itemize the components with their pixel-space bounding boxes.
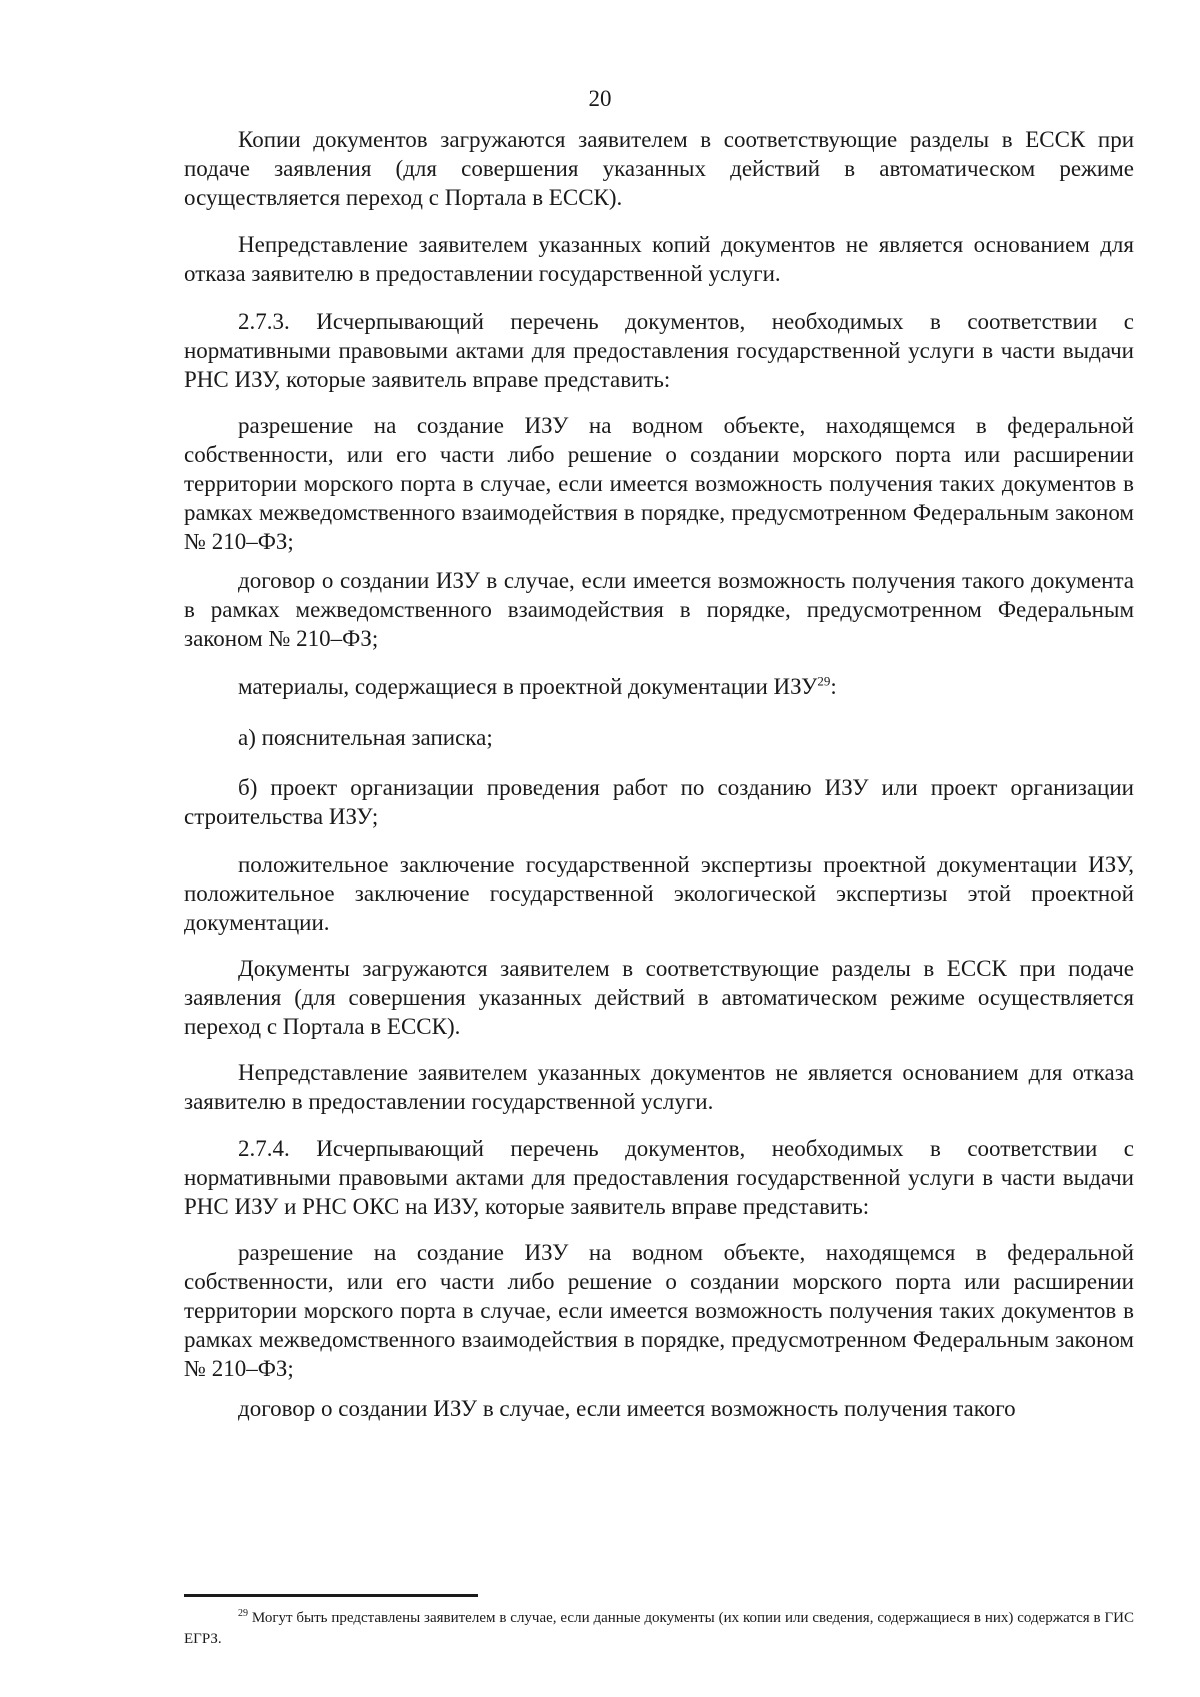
paragraph-section-2-7-4: 2.7.4. Исчерпывающий перечень документов, необходимых в соответствии с нормативными правовыми актами для предоставления государственной услуги в части выдачи РНС ИЗУ и РНС ОКС на ИЗУ, которые заявитель вправе представить: — [184, 1136, 1134, 1219]
design-materials-text: материалы, содержащиеся в проектной документации ИЗУ — [238, 674, 818, 699]
paragraph-copies-upload: Копии документов загружаются заявителем в соответствующие разделы в ЕССК при подаче заявления (для совершения указанных действий в автоматическом режиме осуществляется переход с Портала в ЕССК). — [184, 127, 1134, 210]
paragraph-expertise-conclusion: положительное заключение государственной экспертизы проектной документации ИЗУ, положительное заключение государственной экологической экспертизы этой проектной документации. — [184, 852, 1134, 935]
paragraph-permit-water-object-2: разрешение на создание ИЗУ на водном объекте, находящемся в федеральной собственности, или его части либо решение о создании морского порта или расширении территории морского порта в случае, если имеется возможность получения таких документов в рамках межведомственного взаимодействия в порядке, предусмотренном Федеральным законом № 210–ФЗ; — [184, 1240, 1134, 1381]
footnote-separator — [184, 1594, 478, 1597]
paragraph-item-a: а) пояснительная записка; — [238, 725, 493, 750]
footnote-text: Могут быть представлены заявителем в случае, если данные документы (их копии или сведения, содержащиеся в них) содержатся в ГИС ЕГРЗ. — [184, 1610, 1134, 1647]
paragraph-izu-agreement: договор о создании ИЗУ в случае, если имеется возможность получения такого документа в рамках межведомственного взаимодействия в порядке, предусмотренном Федеральным законом № 210–ФЗ; — [184, 568, 1134, 651]
paragraph-permit-water-object: разрешение на создание ИЗУ на водном объекте, находящемся в федеральной собственности, или его части либо решение о создании морского порта или расширении территории морского порта в случае, если имеется возможность получения таких документов в рамках межведомственного взаимодействия в порядке, предусмотренном Федеральным законом № 210–ФЗ; — [184, 413, 1134, 554]
paragraph-non-submission-copies: Непредставление заявителем указанных копий документов не является основанием для отказа заявителю в предоставлении государственной услуги. — [184, 232, 1134, 286]
footnote-reference[interactable]: 29 — [817, 673, 831, 689]
paragraph-izu-agreement-2: договор о создании ИЗУ в случае, если имеется возможность получения такого — [238, 1396, 1016, 1421]
footnote — [184, 1608, 1134, 1650]
paragraph-non-submission-documents: Непредставление заявителем указанных документов не является основанием для отказа заявителю в предоставлении государственной услуги. — [184, 1060, 1134, 1114]
paragraph-item-b: б) проект организации проведения работ по созданию ИЗУ или проект организации строительства ИЗУ; — [184, 775, 1134, 829]
page-number: 20 — [588, 86, 612, 111]
footnote-number: 29 — [238, 1608, 248, 1619]
paragraph-section-2-7-3: 2.7.3. Исчерпывающий перечень документов, необходимых в соответствии с нормативными правовыми актами для предоставления государственной услуги в части выдачи РНС ИЗУ, которые заявитель вправе представить: — [184, 309, 1134, 392]
paragraph-design-materials — [184, 672, 1134, 701]
design-materials-colon: : — [830, 674, 837, 699]
paragraph-documents-upload: Документы загружаются заявителем в соответствующие разделы в ЕССК при подаче заявления (для совершения указанных действий в автоматическом режиме осуществляется переход с Портала в ЕССК). — [184, 956, 1134, 1039]
